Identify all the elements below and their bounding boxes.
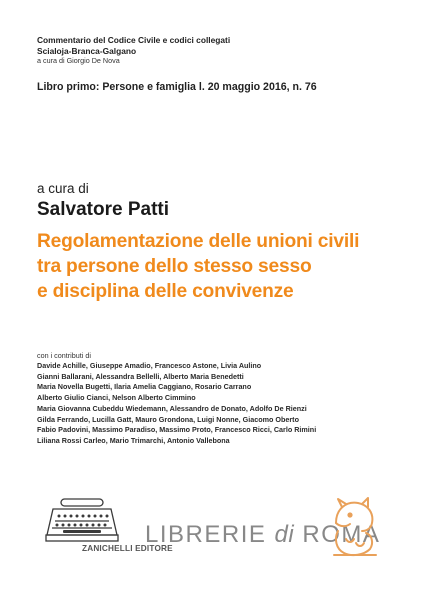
contributors-list: [37, 361, 407, 447]
series-title: Commentario del Codice Civile e codici collegati: [37, 35, 231, 45]
contributors-line: Maria Giovanna Cubeddu Wiedemann, Alessandro de Donato, Adolfo De Rienzi: [37, 403, 307, 413]
book-title-line: tra persone dello stesso sesso: [37, 256, 312, 277]
contributors-line: Liliana Rossi Carleo, Mario Trimarchi, Antonio Vallebona: [37, 435, 230, 445]
watermark-text-part: ROMA: [294, 521, 381, 548]
watermark-text-part: di: [274, 521, 295, 548]
watermark-text-part: LIBRERIE: [145, 521, 275, 548]
contributors-intro: con i contributi di: [37, 351, 91, 360]
book-volume-line: Libro primo: Persone e famiglia l. 20 maggio 2016, n. 76: [37, 81, 317, 93]
wolf-icon: [328, 497, 382, 559]
publisher-name: ZANICHELLI EDITORE: [82, 544, 173, 553]
book-title-line: e disciplina delle convivenze: [37, 281, 294, 302]
contributors-line: Gilda Ferrando, Lucilla Gatt, Mauro Grondona, Luigi Nonne, Giacomo Oberto: [37, 414, 299, 424]
book-title-line: Regolamentazione delle unioni civili: [37, 231, 360, 252]
book-title: [37, 229, 407, 304]
editor-name: Salvatore Patti: [37, 199, 169, 220]
a-cura-di-label: a cura di: [37, 181, 89, 196]
series-authors: Scialoja-Branca-Galgano: [37, 46, 137, 56]
series-editor: a cura di Giorgio De Nova: [37, 56, 120, 65]
typewriter-icon: [43, 497, 121, 549]
contributors-line: Davide Achille, Giuseppe Amadio, Francesco Astone, Livia Aulino: [37, 361, 262, 370]
contributors-line: Alberto Giulio Cianci, Nelson Alberto Cimmino: [37, 393, 196, 403]
contributors-line: Fabio Padovini, Massimo Paradiso, Massimo Proto, Francesco Ricci, Carlo Rimini: [37, 425, 317, 435]
contributors-line: Maria Novella Bugetti, Ilaria Amelia Caggiano, Rosario Carrano: [37, 382, 252, 392]
contributors-line: Gianni Ballarani, Alessandra Bellelli, Alberto Maria Benedetti: [37, 371, 244, 381]
